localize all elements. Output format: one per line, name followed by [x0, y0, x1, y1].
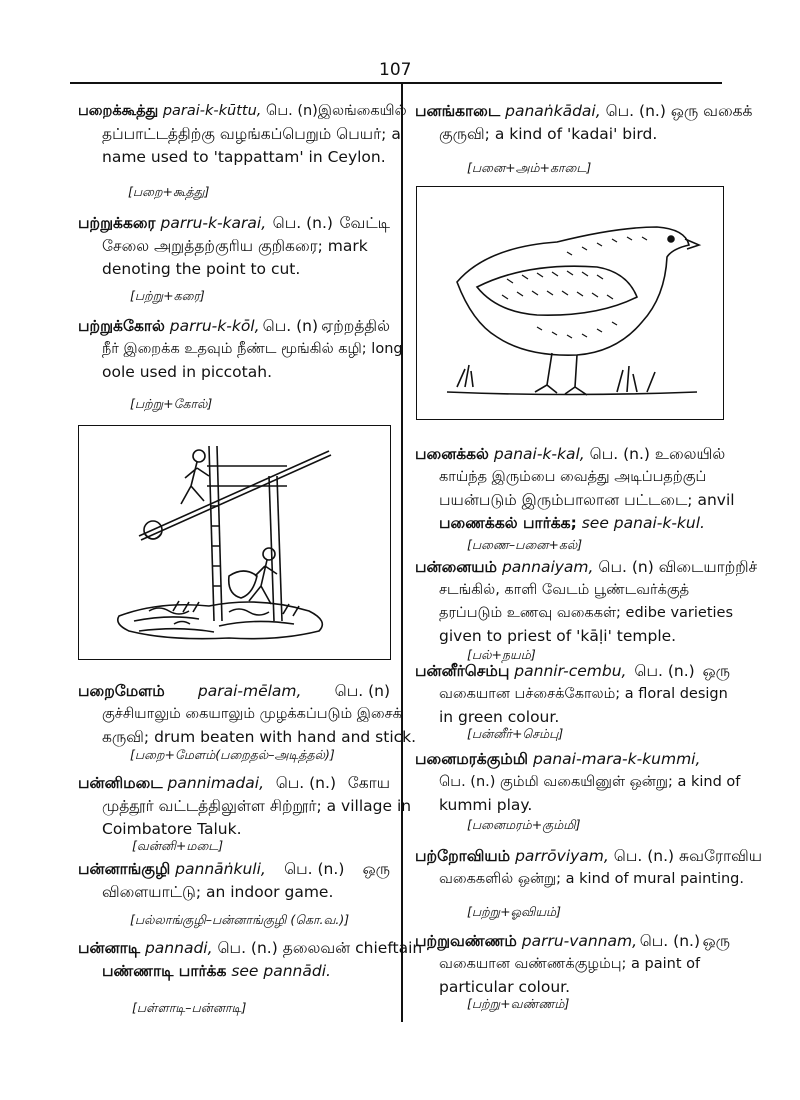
transliteration: panaṅkādai,	[505, 102, 601, 120]
definition-tamil: கோய	[347, 774, 390, 792]
definition-tamil: தலைவன் chieftain	[282, 939, 423, 957]
page-number: 107	[379, 60, 412, 80]
cross-ref-headword: பணைக்கல் பார்க்க;	[439, 514, 577, 532]
etymology: [பல்+நயம்]	[467, 647, 536, 662]
headword: பன்னீர்செம்பு	[415, 662, 510, 680]
entry-parroviyam	[415, 845, 762, 891]
definition-line: காய்ந்த இரும்பை வைத்து அடிப்பதற்குப்	[439, 469, 707, 485]
part-of-speech: பெ. (n.)	[639, 932, 701, 950]
definition-tamil: ஒரு	[362, 860, 390, 878]
entry-panaikkal	[415, 443, 735, 535]
etymology: [வன்னி+மடை]	[132, 838, 224, 853]
definition-line: கருவி; drum beaten with hand and stick.	[102, 728, 417, 746]
definition-line: வகையான வண்ணக்குழம்பு; a paint of	[439, 956, 701, 972]
definition-line: name used to 'tappattam' in Ceylon.	[102, 148, 386, 166]
entry-pannaiyam	[415, 556, 758, 648]
transliteration: parai-mēlam,	[197, 682, 302, 700]
headword: பன்னிமடை	[78, 774, 163, 792]
definition-tamil: இலங்கையில்	[317, 103, 407, 119]
headword: பன்னாடி	[78, 939, 141, 957]
etymology: [பற்று+கரை]	[130, 288, 205, 303]
definition-line: தரப்படும் உணவு வகைகள்; edibe varieties	[439, 605, 734, 621]
definition-tamil: ஒரு	[702, 662, 730, 680]
etymology: [பள்ளாடி–பன்னாடி]	[132, 1000, 247, 1015]
definition-line: நீர் இறைக்க உதவும் நீண்ட மூங்கில் கழி; long	[102, 341, 403, 357]
definition-line: denoting the point to cut.	[102, 260, 301, 278]
part-of-speech: பெ. (n.)	[613, 847, 675, 865]
column-divider	[401, 84, 403, 1022]
entry-parruvannam	[415, 930, 730, 999]
definition-tamil: ஒரு வகைக்	[670, 102, 753, 120]
transliteration: panai-k-kal,	[493, 445, 585, 463]
transliteration: parrōviyam,	[515, 847, 609, 865]
definition-line: சேலை அறுத்தற்குரிய குறிகரை; mark	[102, 237, 368, 255]
entry-panaimarakkummi	[415, 748, 741, 817]
transliteration: parai-k-kūttu,	[162, 103, 262, 119]
quail-drawing	[417, 187, 723, 419]
definition-line: முத்தூர் வட்டத்திலுள்ள சிற்றூர்; a village in	[102, 797, 412, 815]
definition-line: வகைகளில் ஒன்று; a kind of mural painting.	[439, 871, 744, 887]
headword: பனங்காடை	[415, 102, 501, 120]
part-of-speech: பெ. (n.)	[284, 860, 345, 878]
headword: பன்னாங்குழி	[78, 860, 171, 878]
transliteration: pannadi,	[144, 939, 213, 957]
part-of-speech: பெ. (n.)	[589, 445, 650, 463]
transliteration: pannir-cembu,	[514, 662, 627, 680]
part-of-speech: பெ. (n.)	[634, 662, 695, 680]
entry-pannircembu	[415, 660, 730, 729]
definition-line: பெ. (n.) கும்மி வகையினுள் ஒன்று; a kind of	[439, 774, 741, 790]
headword: பன்னையம்	[415, 558, 498, 576]
entry-pannadi	[78, 937, 423, 983]
cross-ref: see pannādi.	[231, 962, 331, 980]
definition-line: kummi play.	[439, 796, 533, 814]
part-of-speech: பெ. (n.)	[275, 774, 336, 792]
transliteration: pannāṅkuli,	[175, 860, 266, 878]
cross-ref: see panai-k-kul.	[581, 514, 705, 532]
definition-tamil: உலையில்	[654, 445, 726, 463]
definition-line: விளையாட்டு; an indoor game.	[102, 883, 334, 901]
headword: பறைமேளம்	[78, 682, 165, 700]
definition-line: குருவி; a kind of 'kadai' bird.	[439, 125, 658, 143]
transliteration: panai-mara-k-kummi,	[532, 750, 701, 768]
definition-tamil: சுவரோவிய	[679, 847, 762, 865]
headword: பற்றுக்கோல்	[78, 317, 165, 335]
headword: பற்றுவண்ணம்	[415, 932, 517, 950]
definition-line: சடங்கில், காளி வேடம் பூண்டவர்க்குத்	[439, 582, 690, 598]
headword: பற்றுக்கரை	[78, 214, 156, 232]
part-of-speech: பெ. (n)	[266, 103, 318, 119]
entry-parrukkarai	[78, 212, 390, 281]
definition-tamil: ஏற்றத்தில்	[321, 317, 390, 335]
etymology: [பணை–பனை+கல்]	[467, 537, 583, 552]
headword: பறைக்கூத்து	[78, 103, 159, 119]
headword: பற்றோவியம்	[415, 847, 511, 865]
definition-tamil: விடையாற்றிச்	[658, 558, 758, 576]
transliteration: parru-k-karai,	[160, 214, 267, 232]
definition-line: Coimbatore Taluk.	[102, 820, 242, 838]
definition-line: தப்பாட்டத்திற்கு வழங்கப்பெறும் பெயர்; a	[102, 125, 401, 143]
etymology: [பனை+அம்+காடை]	[467, 160, 592, 175]
transliteration: pannimadai,	[167, 774, 264, 792]
transliteration: parru-vannam,	[521, 932, 638, 950]
etymology: [பறை+கூத்து]	[128, 184, 210, 199]
piccotah-drawing	[79, 426, 390, 659]
piccotah-illustration	[78, 425, 391, 660]
definition-tamil: ஒரு	[702, 932, 730, 950]
header-rule	[70, 82, 722, 84]
part-of-speech: பெ. (n)	[598, 558, 654, 576]
part-of-speech: பெ. (n.)	[217, 939, 278, 957]
definition-line: particular colour.	[439, 978, 571, 996]
etymology: [பற்று+ஓவியம்]	[467, 904, 561, 919]
etymology: [பற்று+வண்ணம்]	[467, 996, 570, 1011]
cross-ref-headword: பண்ணாடி பார்க்க	[102, 962, 227, 980]
part-of-speech: பெ. (n.)	[272, 214, 333, 232]
etymology: [பன்னீர்+செம்பு]	[467, 726, 564, 741]
part-of-speech: பெ. (n)	[262, 317, 319, 335]
definition-line: in green colour.	[439, 708, 560, 726]
etymology: [பற்று+கோல்]	[130, 396, 213, 411]
part-of-speech: பெ. (n.)	[605, 102, 666, 120]
entry-pannankuli	[78, 858, 390, 904]
etymology: [பறை+மேளம்(பறைதல்–அடித்தல்)]	[130, 747, 335, 762]
entry-parrukkol	[78, 315, 403, 384]
etymology: [பனைமரம்+கும்மி]	[467, 817, 581, 832]
etymology: [பல்லாங்குழி–பன்னாங்குழி (கொ.வ.)]	[130, 912, 350, 927]
entry-panankadai	[415, 100, 753, 146]
entry-pannimadai	[78, 772, 412, 841]
transliteration: parru-k-kōl,	[169, 317, 260, 335]
quail-bird-illustration	[416, 186, 724, 420]
definition-line: குச்சியாலும் கையாலும் முழக்கப்படும் இசைக்	[102, 706, 402, 722]
transliteration: pannaiyam,	[501, 558, 594, 576]
definition-line: given to priest of 'kāḷi' temple.	[439, 627, 677, 645]
part-of-speech: பெ. (n)	[334, 682, 390, 700]
entry-paraimelam	[78, 680, 417, 749]
definition-line: பயன்படும் இரும்பாலான பட்டடை; anvil	[439, 491, 735, 509]
headword: பனைக்கல்	[415, 445, 489, 463]
headword: பனைமரக்கும்மி	[415, 750, 529, 768]
entry-paraikkuttu	[78, 100, 407, 169]
definition-line: oole used in piccotah.	[102, 363, 272, 381]
definition-tamil: வேட்டி	[339, 214, 390, 232]
definition-line: வகையான பச்சைக்கோலம்; a floral design	[439, 686, 728, 702]
